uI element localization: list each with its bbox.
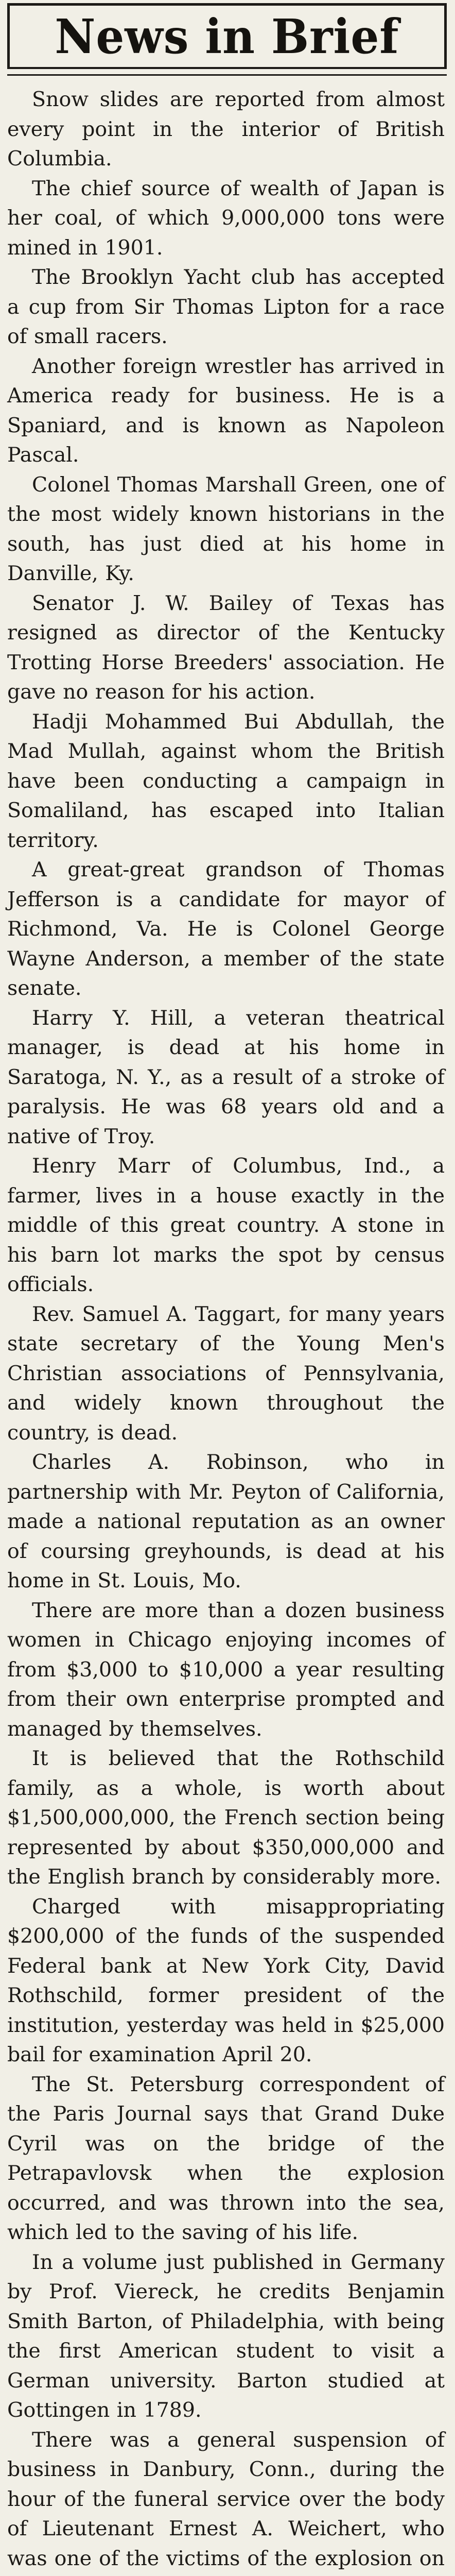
news-item: Hadji Mohammed Bui Abdullah, the Mad Mullah, against whom the British have been conducting a campaign in Somaliland, has escaped into Italian territory. [7, 709, 445, 852]
news-item: Snow slides are reported from almost every point in the interior of British Columbia. [7, 88, 445, 171]
page-title: News in Brief [55, 8, 399, 64]
masthead-box [7, 3, 447, 69]
news-item: Harry Y. Hill, a veteran theatrical manager, is dead at his home in Saratoga, N. Y., as a result of a stroke of paralysis. He was 68 years old and a native of Troy. [7, 1006, 445, 1148]
news-item: There was a general suspension of business in Danbury, Conn., during the hour of the funeral service over the body of Lieutenant Ernest A. Weichert, who was one of the victims of the explosion on [7, 2428, 445, 2570]
news-item: Another foreign wrestler has arrived in America ready for business. He is a Spaniard, and is known as Napoleon Pascal. [7, 354, 445, 467]
news-item: In a volume just published in Germany by Prof. Viereck, he credits Benjamin Smith Barton, of Philadelphia, with being the first American student to visit a German university. Barton studied at Gottingen in 1789. [7, 2250, 445, 2422]
news-items [5, 85, 450, 2576]
news-column [5, 0, 450, 2576]
news-item: Rev. Samuel A. Taggart, for many years state secretary of the Young Men's Christian associations of Pennsylvania, and widely known throughout the country, is dead. [7, 1302, 445, 1445]
news-item: The chief source of wealth of Japan is her coal, of which 9,000,000 tons were mined in 1901. [7, 176, 445, 260]
news-item: Charged with misappropriating $200,000 of the funds of the suspended Federal bank at New York City, David Rothschild, former president of the institution, yesterday was held in $25,000 bail for examination April 20. [7, 1894, 445, 2066]
news-item: Henry Marr of Columbus, Ind., a farmer, lives in a house exactly in the middle of this great country. A stone in his barn lot marks the spot by census officials. [7, 1154, 445, 1296]
news-item: There are more than a dozen business women in Chicago enjoying incomes of from $3,000 to $10,000 a year resulting from their own enterprise prompted and managed by themselves. [7, 1598, 445, 1741]
masthead-rule [7, 74, 447, 76]
news-item: The St. Petersburg correspondent of the Paris Journal says that Grand Duke Cyril was on the bridge of the Petrapavlovsk when the explosion occurred, and was thrown into the sea, which led to the saving of his life. [7, 2072, 445, 2244]
news-item: It is believed that the Rothschild family, as a whole, is worth about $1,500,000,000, the French section being represented by about $350,000,000 and the English branch by considerably more. [7, 1747, 445, 1889]
news-item: Colonel Thomas Marshall Green, one of the most widely known historians in the south, has just died at his home in Danville, Ky. [7, 472, 445, 585]
news-item: A great-great grandson of Thomas Jefferson is a candidate for mayor of Richmond, Va. He is Colonel George Wayne Anderson, a member of the state senate. [7, 858, 445, 1000]
news-item: Senator J. W. Bailey of Texas has resigned as director of the Kentucky Trotting Horse Breeders' association. He gave no reason for his action. [7, 591, 445, 704]
news-item: Charles A. Robinson, who in partnership with Mr. Peyton of California, made a national reputation as an owner of coursing greyhounds, is dead at his home in St. Louis, Mo. [7, 1450, 445, 1592]
news-item: The Brooklyn Yacht club has accepted a cup from Sir Thomas Lipton for a race of small racers. [7, 265, 445, 348]
